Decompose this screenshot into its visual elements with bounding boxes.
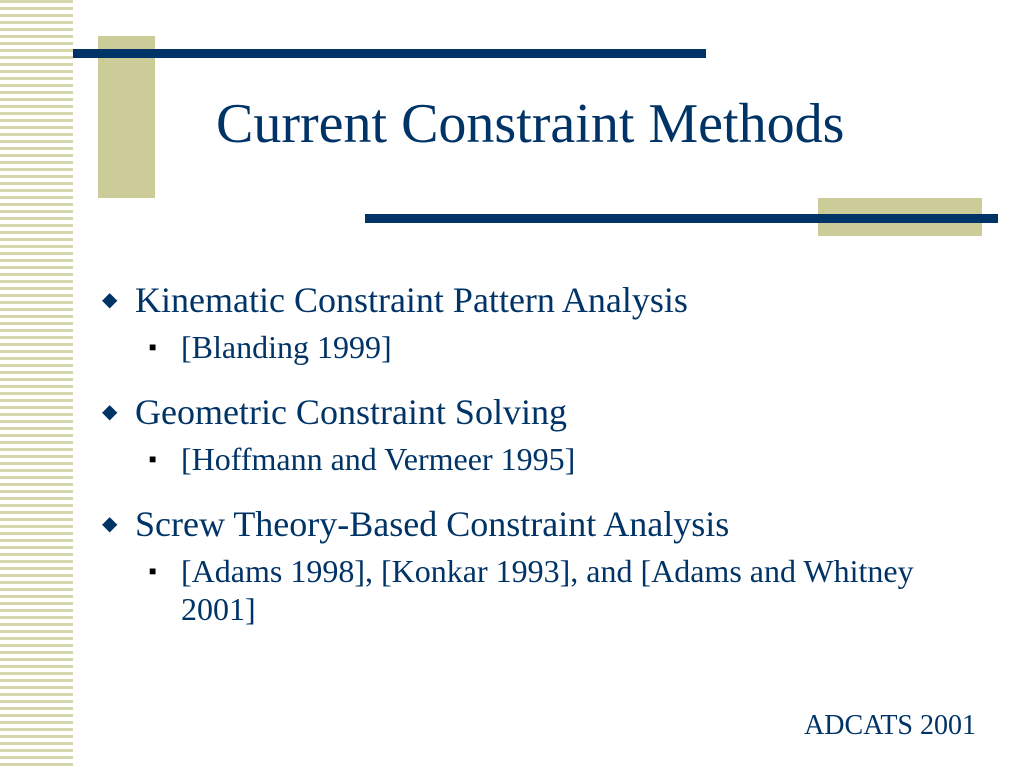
decorative-line-bottom [365,214,998,223]
sub-bullet-item [102,440,982,478]
decorative-block-left [98,36,155,198]
bullet-text: Screw Theory-Based Constraint Analysis [135,504,730,544]
sub-bullet-text: [Hoffmann and Vermeer 1995] [181,441,576,477]
square-bullet-icon: ■ [149,564,157,578]
decorative-line-top [73,49,706,58]
footer-label: ADCATS 2001 [804,710,976,741]
bullet-item [102,390,982,434]
bullet-list [102,278,982,652]
sub-bullet-item [102,328,982,366]
bullet-item [102,502,982,546]
sub-bullet-text: [Blanding 1999] [181,329,392,365]
diamond-bullet-icon: ◆ [102,401,118,423]
left-stripe-border [0,0,73,768]
bullet-text: Kinematic Constraint Pattern Analysis [135,280,688,320]
bullet-text: Geometric Constraint Solving [135,392,567,432]
diamond-bullet-icon: ◆ [102,513,118,535]
slide-title: Current Constraint Methods [216,93,845,155]
bullet-item [102,278,982,322]
sub-bullet-item [102,552,982,628]
diamond-bullet-icon: ◆ [102,289,118,311]
square-bullet-icon: ■ [149,452,157,466]
sub-bullet-text: [Adams 1998], [Konkar 1993], and [Adams and Whitney 2001] [181,553,914,627]
square-bullet-icon: ■ [149,340,157,354]
